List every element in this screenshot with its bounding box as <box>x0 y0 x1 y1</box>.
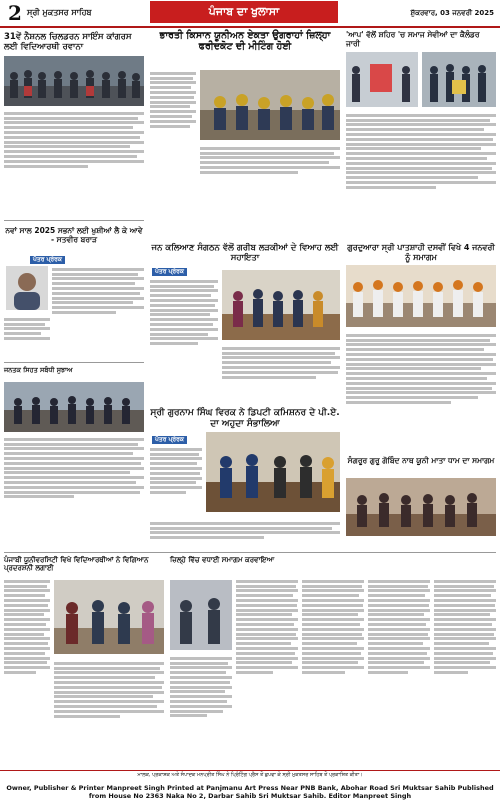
headline-public-health: ਜਨਤਕ ਸਿਹਤ ਸਬੰਧੀ ਸੁਝਾਅ <box>4 366 73 374</box>
headline-science-congress: 31ਵੇਂ ਨੈਸ਼ਨਲ ਚਿਲਡਰਨ ਸਾਇੰਸ ਕਾਂਗਰਸ ਲਈ ਵਿਦਿਆਰਥੀ ਰਵਾਨਾ <box>4 32 132 53</box>
article-new-year-body-continued <box>4 316 50 356</box>
headline-new-year: ਨਵਾਂ ਸਾਲ 2025 ਸਭਨਾਂ ਲਈ ਖੁਸ਼ੀਆਂ ਲੈ ਕੇ ਆਵੇ - ਸਤਵੀਰ ਬਰਾੜ <box>5 226 143 244</box>
calendar-release-photo-1 <box>346 52 418 107</box>
district-event-photo <box>170 580 232 650</box>
page-number: 2 <box>8 1 22 25</box>
reporter-tag: ਪੱਤਰ ਪ੍ਰੇਰਕ <box>152 436 187 444</box>
sangrur-event-photo <box>346 478 496 536</box>
reporter-tag: ਪੱਤਰ ਪ੍ਰੇਰਕ <box>152 268 187 276</box>
article-gurnam-singh-body-continued <box>150 520 340 548</box>
article-district-column-2 <box>236 578 298 763</box>
headline-district: ਜ਼ਿਲ੍ਹੇ ਵਿੱਚ ਵਧਾਈ ਸਮਾਗਮ ਕਰਵਾਇਆ <box>170 556 275 564</box>
article-district-column-4 <box>368 578 430 763</box>
column-divider <box>4 362 144 363</box>
article-science-congress-body <box>4 110 144 215</box>
university-exhibition-photo <box>54 580 164 654</box>
footer-punjabi-imprint: ਮਾਲਕ, ਪ੍ਰਕਾਸ਼ਕ ਅਤੇ ਸੰਪਾਦਕ ਮਨਪ੍ਰੀਤ ਸਿੰਘ ਨੇ ਪ੍ਰਿੰਟਿੰਗ ਪ੍ਰੈਸ ਤੋਂ ਛਪਵਾ ਕੇ ਸ੍ਰੀ ਮੁਕਤਸਰ ਸਾਹਿਬ ਤੋਂ ਪ੍ਰਕਾਸ਼ਿਤ ਕੀਤਾ। <box>137 772 363 778</box>
article-gurdwara-body <box>346 332 496 452</box>
article-district-column-3 <box>302 578 364 763</box>
footer-english-imprint: Owner, Publisher & Printer Manpreet Singh Printed at Panjmanu Art Press Near PNB Bank, Abohar Road Sri Muktsar Sahib Published from House No 2363 Naka No 2, Darbar Sahib Sri Muktsar Sahib. Editor Manpreet Singh <box>6 784 494 800</box>
headline-sangrur: ਸੰਗਰੂਰ ਗੁਰੂ ਗੋਬਿੰਦ ਨਾਥ ਯੂਨੀ ਮਾਤਾ ਧਾਮ ਦਾ ਸਮਾਗਮ <box>347 456 495 465</box>
meeting-photo <box>200 70 340 140</box>
headline-gurnam-singh: ਸ੍ਰੀ ਗੁਰਨਾਮ ਸਿੰਘ ਵਿਰਕ ਨੇ ਡਿਪਟੀ ਕਮਿਸ਼ਨਰ ਦੇ ਪੀ.ਏ. ਦਾ ਅਹੁਦਾ ਸੰਭਾਲਿਆ <box>150 408 340 429</box>
headline-punjabi-university: ਪੰਜਾਬੀ ਯੂਨੀਵਰਸਿਟੀ ਵਿਖੇ ਵਿਦਿਆਰਥੀਆਂ ਨੇ ਵਿਗਿਆਨ ਪ੍ਰਦਰਸ਼ਨੀ ਲਗਾਈ <box>4 556 149 573</box>
paper-name: ਸ੍ਰੀ ਮੁਕਤਸਰ ਸਾਹਿਬ <box>27 8 92 17</box>
office-handover-photo <box>206 432 340 512</box>
article-jan-kalyan-body-continued <box>222 345 340 400</box>
article-district-body <box>170 655 232 763</box>
article-farmers-union-body <box>150 70 196 180</box>
article-university-body <box>4 578 50 763</box>
article-public-health-body <box>4 436 144 548</box>
column-divider <box>4 220 144 221</box>
headline-gurdwara: ਗੁਰਦੁਆਰਾ ਸ੍ਰੀ ਪਾਤਸ਼ਾਹੀ ਦਸਵੀਂ ਵਿਖੇ 4 ਜਨਵਰੀ ਨੂੰ ਸਮਾਗਮ <box>347 243 495 262</box>
gurdwara-group-photo <box>346 265 496 327</box>
students-group-photo <box>4 56 144 106</box>
article-new-year-body <box>52 266 144 356</box>
headline-jan-kalyan: ਜਨ ਕਲਿਆਣ ਸੰਗਠਨ ਵੱਲੋਂ ਗਰੀਬ ਲੜਕੀਆਂ ਦੇ ਵਿਆਹ ਲਈ ਸਹਾਇਤਾ <box>151 243 339 264</box>
article-jan-kalyan-body <box>150 278 218 398</box>
headline-farmers-union: ਭਾਰਤੀ ਕਿਸਾਨ ਯੂਨੀਅਨ ਏਕਤਾ ਉਗਰਾਹਾਂ ਜ਼ਿਲ੍ਹਾ ਫਰੀਦਕੋਟ ਦੀ ਮੀਟਿੰਗ ਹੋਈ <box>159 30 331 53</box>
person-portrait-photo <box>6 266 48 310</box>
masthead: ਪੰਜਾਬ ਦਾ ਖੁਲਾਸਾ <box>150 1 338 23</box>
article-university-body-continued <box>54 660 164 764</box>
reporter-tag: ਪੱਤਰ ਪ੍ਰੇਰਕ <box>30 256 65 264</box>
headline-aap-calendar: 'ਆਪ' ਵੱਲੋਂ ਸ਼ਹਿਰ 'ਚ ਸਮਾਜ ਸੇਵੀਆਂ ਦਾ ਕੈਲੰਡਰ ਜਾਰੀ <box>346 30 480 48</box>
event-group-photo <box>4 382 144 432</box>
article-district-column-5 <box>434 578 496 763</box>
article-farmers-union-body-continued <box>200 145 340 195</box>
issue-date: ਸ਼ੁੱਕਰਵਾਰ, 03 ਜਨਵਰੀ 2025 <box>410 9 494 17</box>
section-divider <box>4 552 496 553</box>
donation-event-photo <box>222 270 340 340</box>
article-aap-calendar-body <box>346 112 496 237</box>
article-gurnam-singh-body <box>150 446 202 526</box>
calendar-release-photo-2 <box>422 52 496 107</box>
